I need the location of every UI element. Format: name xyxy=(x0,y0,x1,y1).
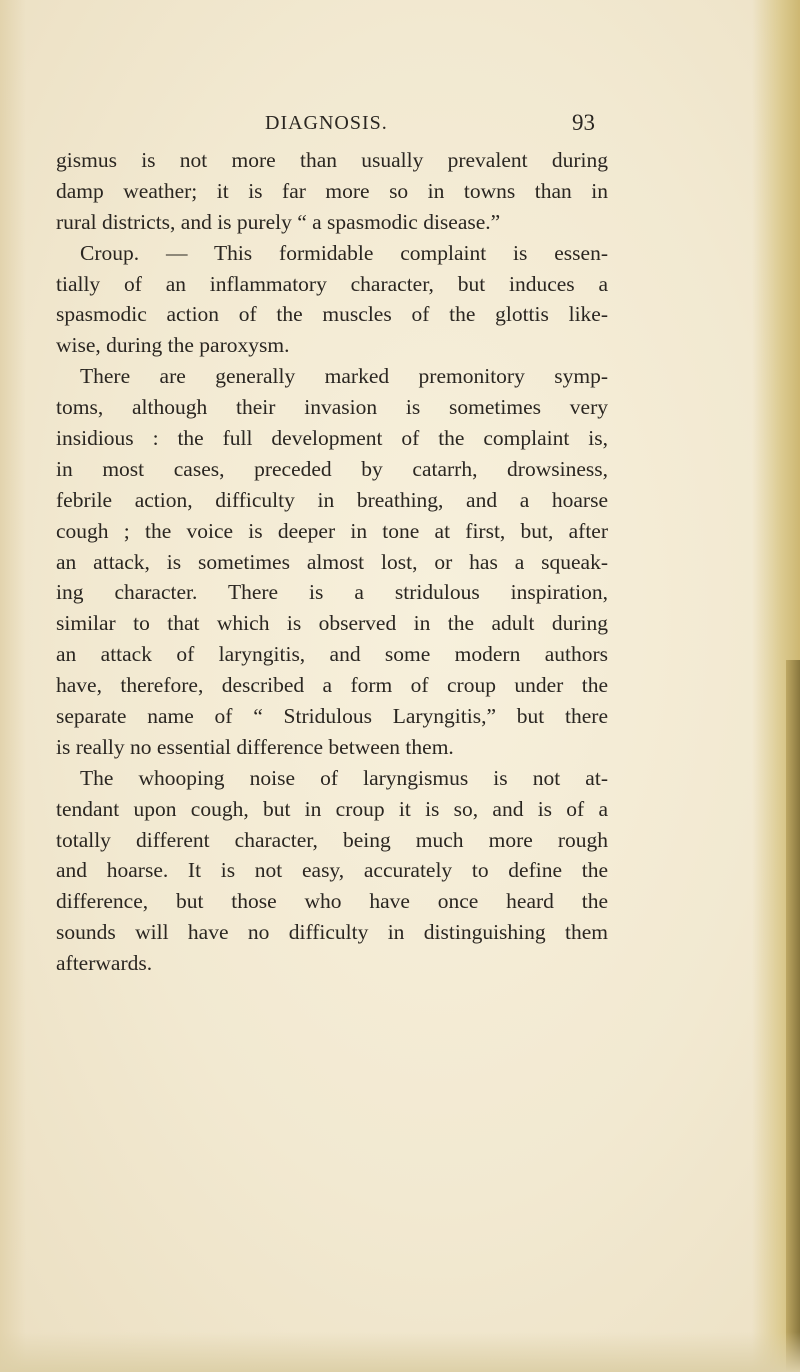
page-number: 93 xyxy=(572,110,595,135)
page-header xyxy=(0,112,800,142)
text-line: is really no essential difference between them. xyxy=(56,734,454,759)
text-line: insidious : the full development of the complaint is, xyxy=(56,426,608,451)
text-line: ing character. There is a stridulous inspiration, xyxy=(56,580,608,605)
text-line: an attack, is sometimes almost lost, or has a squeak- xyxy=(56,549,608,574)
text-line: sounds will have no difficulty in distinguishing them xyxy=(56,920,608,945)
text-line: cough ; the voice is deeper in tone at first, but, after xyxy=(56,518,608,543)
text-line: toms, although their invasion is sometimes very xyxy=(56,395,608,420)
text-line: febrile action, difficulty in breathing, and a hoarse xyxy=(56,487,608,512)
gutter-shadow xyxy=(0,0,26,1372)
text-line: The whooping noise of laryngismus is not at- xyxy=(80,765,608,790)
text-line: damp weather; it is far more so in towns than in xyxy=(56,178,608,203)
text-line: an attack of laryngitis, and some modern authors xyxy=(56,642,608,667)
text-line: There are generally marked premonitory symp- xyxy=(80,364,608,389)
text-line: similar to that which is observed in the adult during xyxy=(56,611,608,636)
text-line: totally different character, being much more rough xyxy=(56,827,608,852)
text-line: tendant upon cough, but in croup it is so, and is of a xyxy=(56,796,608,821)
text-line: afterwards. xyxy=(56,951,153,976)
text-line: rural districts, and is purely “ a spasmodic disease.” xyxy=(56,209,501,234)
page-edge-bottom xyxy=(0,1332,800,1372)
running-title: DIAGNOSIS. xyxy=(265,112,388,134)
page-edge-dark xyxy=(786,660,800,1372)
text-line: have, therefore, described a form of croup under the xyxy=(56,673,608,698)
text-line: and hoarse. It is not easy, accurately to define the xyxy=(56,858,608,883)
text-line: gismus is not more than usually prevalent during xyxy=(56,148,608,172)
text-line: difference, but those who have once heard the xyxy=(56,889,608,914)
text-line: tially of an inflammatory character, but induces a xyxy=(56,271,608,296)
text-line-croup-heading: Croup. — This formidable complaint is essen- xyxy=(80,240,608,265)
text-line: in most cases, preceded by catarrh, drowsiness, xyxy=(56,456,608,481)
text-line: spasmodic action of the muscles of the glottis like- xyxy=(56,302,608,327)
text-line: wise, during the paroxysm. xyxy=(56,333,290,358)
body-text xyxy=(56,145,608,979)
text-line: separate name of “ Stridulous Laryngitis,” but there xyxy=(56,704,608,729)
